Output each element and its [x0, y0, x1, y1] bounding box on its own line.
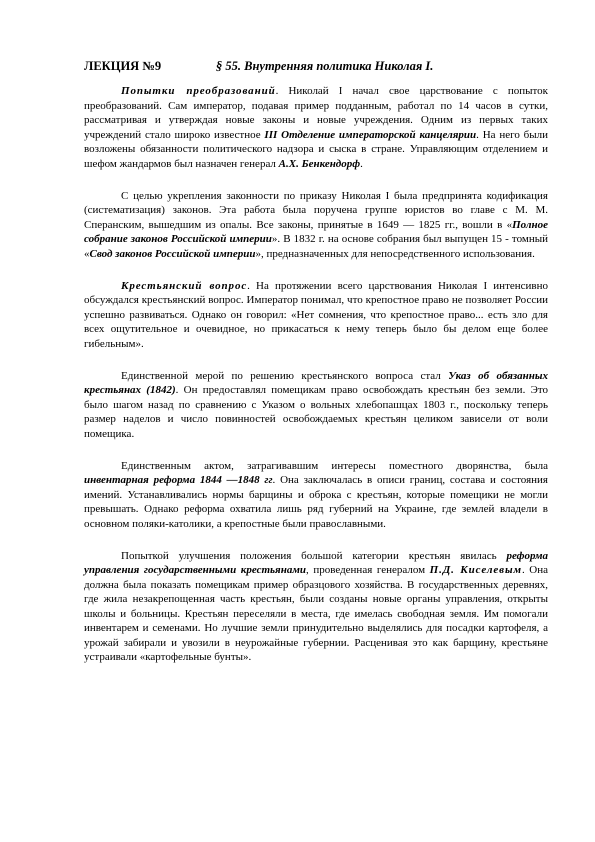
paragraph-text: С целью укрепления законности по приказу Николая I была предпринята кодификация (систематизация) законов. Эта работа была поручена группе юристов во главе с М. М. Сперанским, вышедшим из опалы. Все законы, принятые в 1649 — 1825 гг., вошли в «: [84, 189, 548, 231]
paragraph-text: Единственной мерой по решению крестьянского вопроса стал: [121, 369, 449, 382]
emphasis-term: III Отделение императорской канцелярии: [264, 128, 477, 141]
paragraph: [84, 369, 548, 442]
paragraph-text: ». В 1832 г. на основе собрания был выпущен 15 - томный «: [84, 233, 548, 260]
paragraph-text: . Она заключалась в описи границ, состава и состояния имений. Устанавливались нормы барщины и оброка с крестьян, которые помещики не могли превышать. Однако реформа охватила лишь ряд губерний на Украине, где землей владели в основном поляки-католики, а крепостные были православными.: [84, 474, 548, 530]
paragraph-text: », предназначенных для непосредственного использования.: [255, 247, 535, 260]
paragraph-text: . На него были возложены обязанности политического надзора и сыска в стране. Управляющим отделением и шефом жандармов был назначен генерал: [84, 128, 548, 170]
paragraph: [84, 459, 548, 532]
paragraph-text: . На протяжении всего царствования Николая I интенсивно обсуждался крестьянский вопрос. Император понимал, что крепостное право не позволяет России успешно развиваться. Однако он говорил: «Нет сомнения, что крепостное право... есть зло для всех ощутительное и очевидное, но прикасаться к нему теперь было бы делом еще более гибельным».: [84, 279, 548, 350]
lecture-heading: [84, 58, 548, 74]
paragraph-text: , проведенная генералом: [305, 564, 430, 576]
paragraph: [84, 279, 548, 352]
emphasis-term: инвентарная реформа 1844 —1848 гг: [84, 474, 273, 486]
section-title: § 55. Внутренняя политика Николая I.: [216, 59, 434, 73]
emphasis-term: реформа управления государственными крестьянами: [84, 549, 548, 576]
emphasis-term: Крестьянский вопрос: [121, 279, 248, 292]
emphasis-term: Попытки преобразований: [121, 85, 276, 97]
emphasis-term: Указ об обязанных крестьянах (1842): [84, 369, 549, 396]
paragraph-text: .: [360, 157, 363, 170]
paragraph: [84, 549, 548, 665]
paragraph-text: . Она должна была показать помещикам пример образцового хозяйства. В государственных деревнях, где жила незакрепощенная часть крестьян, были созданы новые органы управления, открыты школы и больницы. Крестьян переселяли в места, где имелась свободная земля. Им помогали инвентарем и семенами. Но лучшие земли принудительно выделялись для посадки картофеля, а урожай забирали и увозили в неурожайные губернии. Расценивая это как барщину, крестьяне устраивали «картофельные бунты».: [84, 564, 548, 663]
emphasis-term: Полное собрание законов Российской империи: [84, 218, 548, 245]
paragraph-text: . Николай I начал свое царствование с попыток преобразований. Сам император, подавая пример подданным, работал по 14 часов в сутки, рассматривая и утверждая новые законы и новые учреждения. Одним из первых таких учреждений стало широко известное: [84, 85, 548, 141]
emphasis-term: П.Д. Киселевым: [429, 564, 522, 576]
paragraph-text: . Он предоставлял помещикам право освобождать крестьян без земли. Это было шагом назад по сравнению с Указом о вольных хлебопашцах 1803 г., поскольку теперь размер наделов и число повинностей освобождаемых крестьян целиком зависели от воли помещика.: [84, 384, 548, 440]
paragraph: [84, 84, 548, 171]
paragraph-text: Единственным актом, затрагивавшим интересы поместного дворянства, была: [121, 459, 548, 472]
emphasis-term: А.Х. Бенкендорф: [278, 157, 361, 170]
paragraph-text: Попыткой улучшения положения большой категории крестьян явилась: [121, 549, 507, 562]
paragraph: [84, 189, 548, 262]
lecture-number: ЛЕКЦИЯ №9: [84, 59, 162, 73]
lecture-body: [84, 84, 548, 665]
emphasis-term: Свод законов Российской империи: [89, 247, 256, 260]
